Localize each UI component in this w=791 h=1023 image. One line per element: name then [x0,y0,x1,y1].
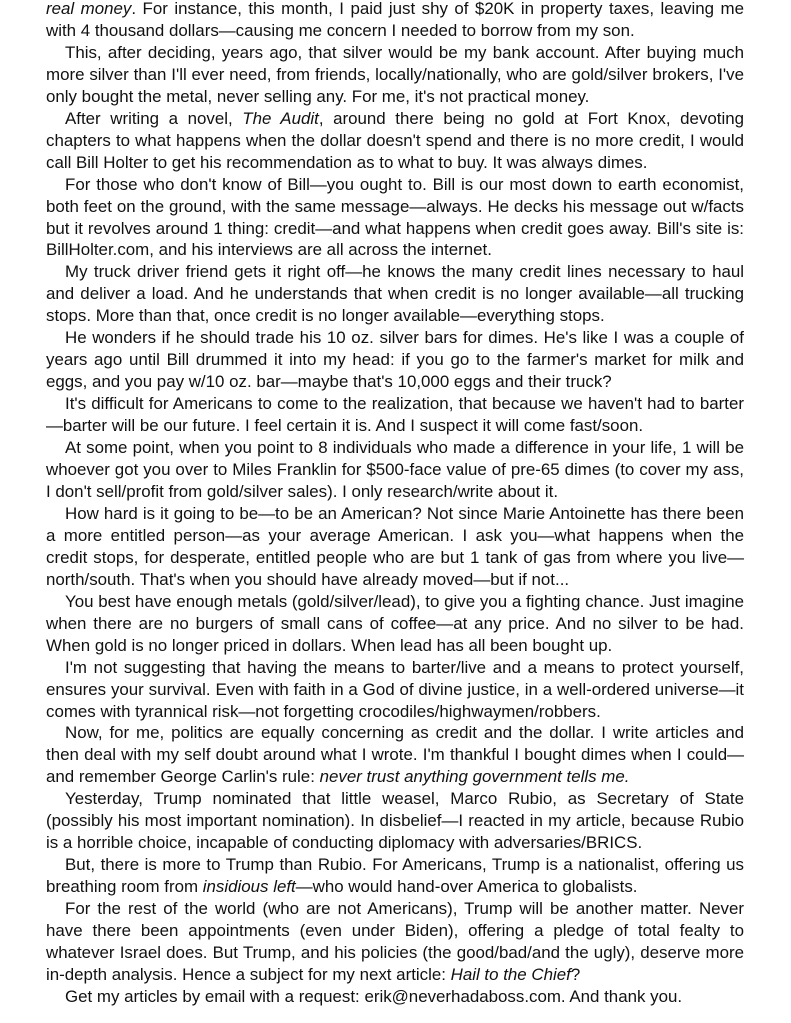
paragraph-text: —who would hand-over America to globalists. [295,877,638,897]
paragraph-text: For those who don't know of Bill—you ought to. Bill is our most down to earth economist, both feet on the ground, with the same message—always. He decks his message out w/facts but it revolves around 1 thing: credit—and what happens when credit goes away. Bill's site is: BillHolter.com, and his interviews are all across the internet. [46,174,744,260]
paragraph [46,503,744,591]
paragraph [46,327,744,393]
paragraph-text: At some point, when you point to 8 individuals who made a difference in your life, 1 will be whoever got you over to Miles Franklin for $500-face value of pre-65 dimes (to cover my ass, I don't sell/profit from gold/silver sales). I only research/write about it. [46,438,744,501]
book-title: The Audit [242,108,319,128]
paragraph [46,898,744,986]
paragraph-text: , around there being no gold at Fort Knox, devoting chapters to what happens when the dollar doesn't spend and there is no more credit, I would call Bill Holter to get his recommendation as to what to buy. It was always dimes. [46,108,744,172]
paragraph-text: Now, for me, politics are equally concerning as credit and the dollar. I write articles and then deal with my self doubt around what I wrote. I'm thankful I bought dimes when I could—and remember George Carlin's rule: [46,723,744,787]
paragraph-text: You best have enough metals (gold/silver/lead), to give you a fighting chance. Just imagine when there are no burgers of small cans of coffee—at any price. And no silver to be had. When gold is no longer priced in dollars. When lead has all been bought up. [46,591,744,655]
paragraph-text: For the rest of the world (who are not Americans), Trump will be another matter. Never have there been appointments (even under Biden), offering a pledge of total fealty to whatever Israel does. But Trump, and his policies (the good/bad/and the ugly), deserve more in-depth analysis. Hence a subject for my next article: [46,899,744,984]
paragraph [46,108,744,174]
article-body [46,0,744,1008]
paragraph [46,854,744,898]
paragraph-text: My truck driver friend gets it right off—he knows the many credit lines necessary to haul and deliver a load. And he understands that when credit is no longer available—all trucking stops. More than that, once credit is no longer available—everything stops. [46,262,744,326]
italic-text: real money [46,0,132,18]
paragraph-text: . For instance, this month, I paid just shy of $20K in property taxes, leaving me with 4 thousand dollars—causing me concern I needed to borrow from my son. [46,0,744,40]
italic-text: insidious left [202,877,296,897]
paragraph-text: This, after deciding, years ago, that silver would be my bank account. After buying much more silver than I'll ever need, from friends, locally/nationally, who are gold/silver brokers, I've only bought the metal, never selling any. For me, it's not practical money. [46,42,744,106]
paragraph-text: Get my articles by email with a request: erik@neverhadaboss.com. And thank you. [65,986,683,1006]
paragraph [46,722,744,788]
paragraph-text: He wonders if he should trade his 10 oz. silver bars for dimes. He's like I was a couple of years ago until Bill drummed it into my head: if you go to the farmer's market for milk and eggs, and you pay w/10 oz. bar—maybe that's 10,000 eggs and their truck? [46,328,744,392]
paragraph [46,986,744,1008]
paragraph-text: How hard is it going to be—to be an American? Not since Marie Antoinette has there been a more entitled person—as your average American. I ask you—what happens when the credit stops, for desperate, entitled people who are but 1 tank of gas from where you live—north/south. That's when you should have already moved—but if not... [46,503,744,589]
paragraph [46,174,744,262]
article-title: Hail to the Chief [450,964,571,984]
paragraph [46,261,744,327]
paragraph [46,657,744,723]
paragraph-text: It's difficult for Americans to come to the realization, that because we haven't had to barter—barter will be our future. I feel certain it is. And I suspect it will come fast/soon. [46,394,744,436]
paragraph-text: ? [570,964,581,984]
paragraph [46,788,744,854]
paragraph-text: I'm not suggesting that having the means to barter/live and a means to protect yourself, ensures your survival. Even with faith in a God of divine justice, in a well-ordered universe—it comes with tyrannical risk—not forgetting crocodiles/highwaymen/robbers. [46,657,744,721]
paragraph [46,393,744,437]
paragraph [46,591,744,657]
paragraph-text: Yesterday, Trump nominated that little weasel, Marco Rubio, as Secretary of State (possibly his most important nomination). In disbelief—I reacted in my article, because Rubio is a horrible choice, incapable of conducting diplomacy with adversaries/BRICS. [46,789,744,853]
paragraph [46,0,744,42]
paragraph-text: But, there is more to Trump than Rubio. For Americans, Trump is a nationalist, offering us breathing room from [46,855,744,897]
paragraph-text: After writing a novel, [65,108,243,128]
paragraph [46,42,744,108]
italic-quote: never trust anything government tells me. [319,767,630,787]
paragraph [46,437,744,503]
